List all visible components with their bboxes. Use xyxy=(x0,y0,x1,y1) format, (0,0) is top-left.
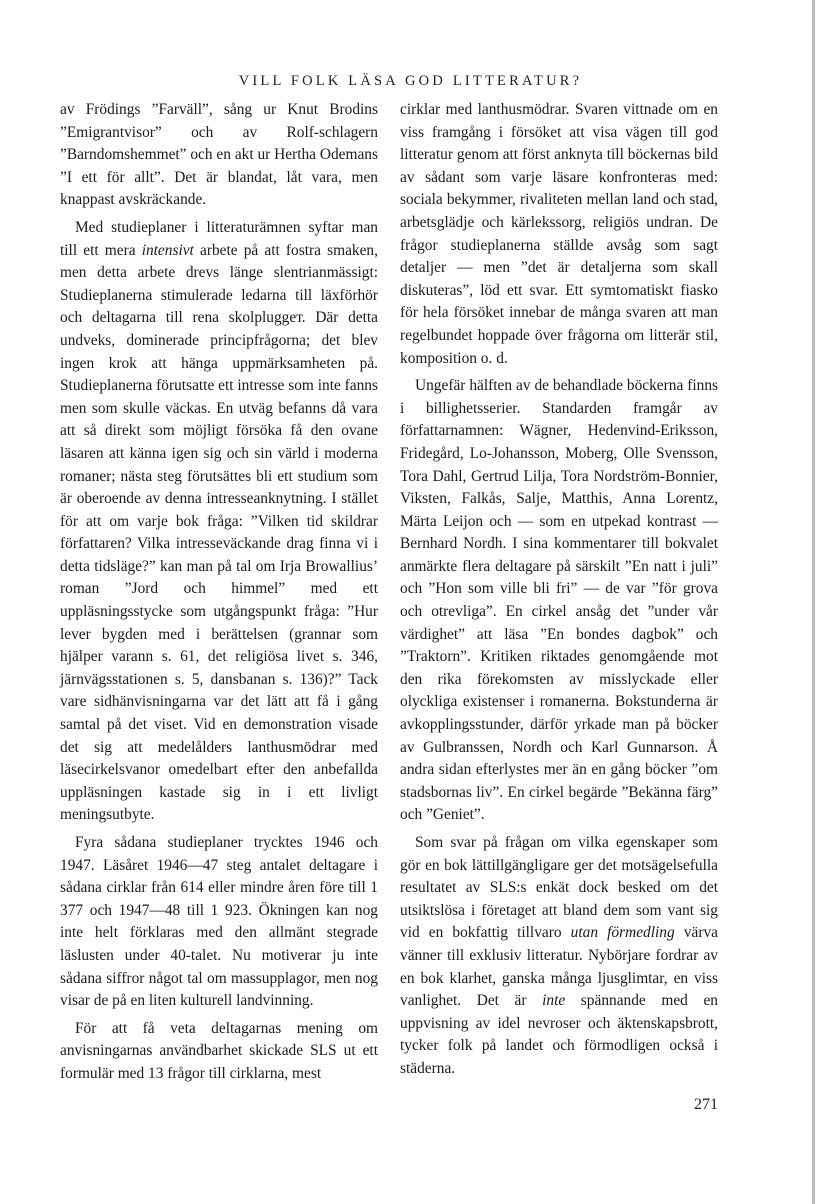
paragraph xyxy=(400,832,718,1081)
emphasis: inte xyxy=(542,992,566,1010)
page-number: 271 xyxy=(694,1096,718,1113)
text-run: värva vänner till exklusiv litteratur. Nybörjare fordrar av en bok klarhet, ganska många ljusglimtar, en viss vanlighet. Det är xyxy=(400,924,718,1010)
text-run: Som svar på frågan om vilka egenskaper som gör en bok lättillgängligare ger det motsägelsefulla resultatet av SLS:s enkät dock besked om det utsiktslösa i företaget att bland dem som vant sig vid en bokfattig tillvaro xyxy=(400,834,718,942)
paragraph: av Frödings ”Farväll”, sång ur Knut Brodins ”Emigrantvisor” och av Rolf-schlagern ”Barndomshemmet” och en akt ur Hertha Odemans ”I ett för allt”. Det är blandat, låt vara, men knappast avskräckande. xyxy=(60,101,378,209)
text-run: arbete på att fostra smaken, men detta arbete drevs länge slentrianmässigt: Studieplanerna stimulerade ledarna till läxförhör och deltagarna till rena skolpluggет. Där detta undveks, dominerade principfrågorna; det blev ingen krok att hänga uppmärksamheten på. Studieplanerna förutsatte ett intresse som inte fanns men som skulle väckas. En utväg befanns då vara att så direkt som möjligt försöka få den ovane läsaren att känna igen sig och sin värld i moderna romaner; nästa steg förutsättes bli ett studium som är oberoende av denna intresseanknytning. I stället för att om varje bok fråga: ”Vilken tid skildrar författaren? Vilka intresseväckande drag finna vi i detta tidsläge?” kan man på tal om Irja Browallius’ roman ”Jord och himmel” med ett uppläsningsstycke som utgångspunkt fråga: ”Hur lever bygden med i berättelsen (grannar som hjälper varann s. 61, det religiösa livet s. 346, järnvägsstationen s. 5, dansbanan s. 136)?” Tack vare sidhänvisningarna var det lätt att få i gång samtal på det viset. Vid en demonstration visade det sig att medelålders lanthusmödrar med läsecirkelsvanor omedelbart efter den anbefallda uppläsningen kastade sig in i ett livligt meningsutbyte. xyxy=(60,241,378,824)
left-column xyxy=(60,99,378,1086)
running-header: VILL FOLK LÄSA GOD LITTERATUR? xyxy=(238,73,583,89)
emphasis: utan förmedling xyxy=(570,924,675,942)
paragraph xyxy=(60,217,378,827)
emphasis: intensivt xyxy=(141,241,194,259)
paragraph: Ungefär hälften av de behandlade böckerna finns i billighetsserier. Standarden framgår av författarnamnen: Wägner, Hedenvind-Eriksson, Fridegård, Lo-Johansson, Moberg, Olle Svensson, Tora Dahl, Gertrud Lilja, Tora Nordström-Bonnier, Viksten, Falkås, Salje, Matthis, Anna Lorentz, Märta Leijon och — som en utpekad kontrast — Bernhard Nordh. I sina kommentarer till bokvalet anmärkte flera deltagare på särskilt ”En natt i juli” och ”Hon som ville bli fri” — de var ”för grova och otrevliga”. En cirkel ansåg det ”under vår värdighet” att läsa ”En bondes dagbok” och ”Traktorn”. Kritiken riktades genomgående mot den rika förekomsten av misslyckade eller olyckliga existenser i romanerna. Bokstunderna är avkopplingsstunder, därför yrkade man på böcker av Gulbranssen, Nordh och Karl Gunnarson. Å andra sidan efterlystes mer än en gång böcker ”om stadsbornas liv”. En cirkel begärde ”Bekänna färg” och ”Geniet”. xyxy=(400,377,718,824)
paragraph: cirklar med lanthusmödrar. Svaren vittnade om en viss framgång i försöket att visa vägen till god litteratur genom att först anknyta till böckernas bild av sådant som varje läsare konfronteras med: sociala bekymmer, rivaliteten mellan land och stad, arbetsglädje och kärlekssorg, religiös undran. De frågor studieplanerna ställde avsåg som sagt detaljer — men ”det är detaljerna som skall diskuteras”, löd ett svar. Ett symtomatiskt fiasko för hela försöket innebar de många svaren att man regelbundet hoppade över frågorna om litterär stil, komposition o. d. xyxy=(400,101,718,367)
text-run: spännande med en uppvisning av idel nevroser och äktenskapsbrott, tycker folk på landet och förmodligen också i städerna. xyxy=(400,992,718,1077)
paragraph: Fyra sådana studieplaner trycktes 1946 och 1947. Läsåret 1946—47 steg antalet deltagare i sådana cirklar från 614 eller mindre åren före till 1 377 och 1947—48 till 1 923. Ökningen kan nog inte helt förklaras med den allmänt stegrade läslusten under 40-talet. Nu motiverar ju inte sådana siffror något tal om massupplagor, men nog visar de på en liten kulturell landvinning. xyxy=(60,834,378,1010)
text-run: Med studieplaner i litteraturämnen syftar man till ett mera xyxy=(60,218,378,259)
paragraph: För att få veta deltagarnas mening om anvisningarnas användbarhet skickade SLS ut ett formulär med 13 frågor till cirklarna, mest xyxy=(60,1019,378,1082)
right-column xyxy=(400,99,718,1081)
